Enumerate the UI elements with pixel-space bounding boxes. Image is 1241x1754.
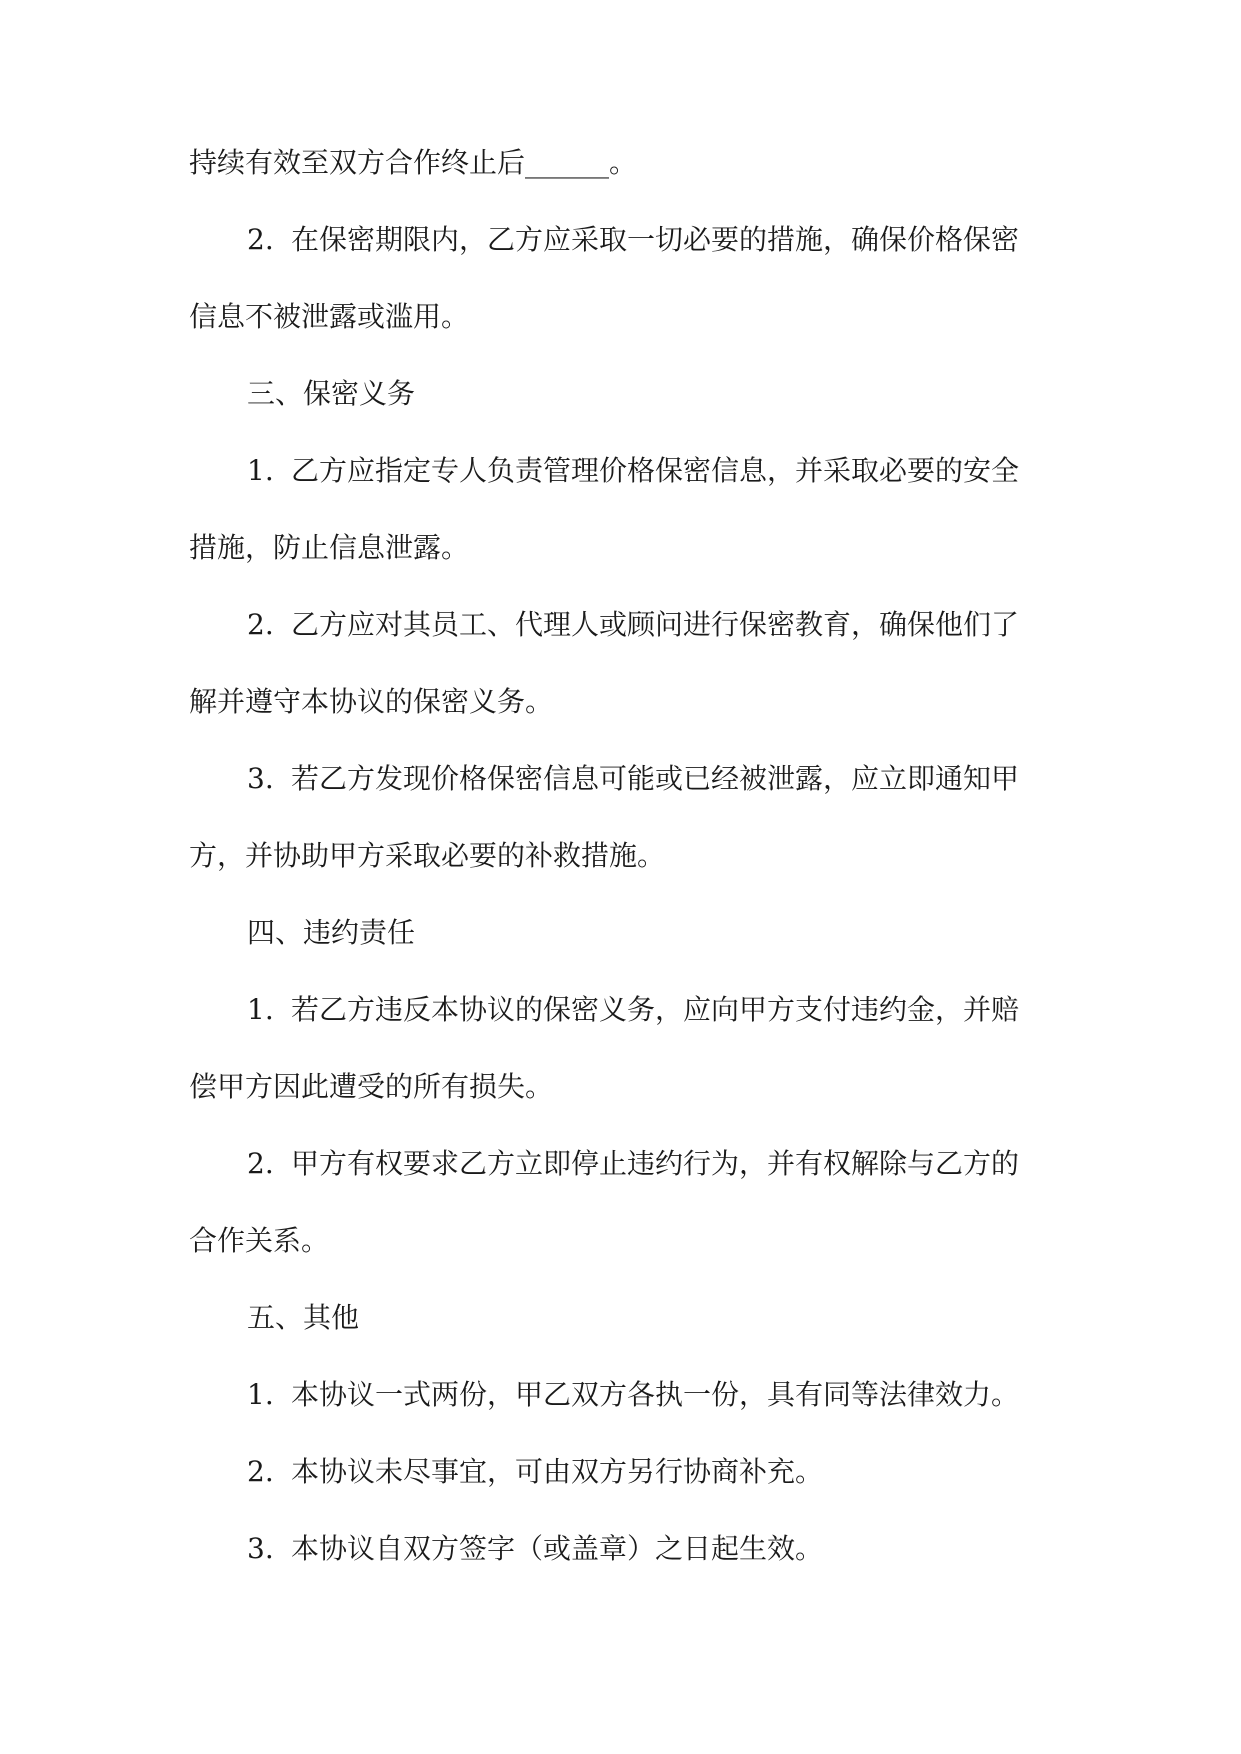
list-number: 3. [247, 1532, 274, 1565]
document-line [189, 990, 1049, 1067]
line-text: 若乙方违反本协议的保密义务，应向甲方支付违约金，并赔 [291, 993, 1020, 1026]
document-line [189, 605, 1049, 682]
line-text: 偿甲方因此遭受的所有损失。 [189, 1070, 554, 1103]
line-text: 若乙方发现价格保密信息可能或已经被泄露，应立即通知甲 [291, 762, 1020, 795]
document-line [189, 1375, 1049, 1452]
document-line [189, 759, 1049, 836]
list-number: 2. [247, 223, 274, 256]
document-line [189, 1144, 1049, 1221]
document-line [189, 528, 1049, 605]
document-line [189, 836, 1049, 913]
line-text: 乙方应指定专人负责管理价格保密信息，并采取必要的安全 [291, 454, 1020, 487]
line-text: 措施，防止信息泄露。 [189, 531, 470, 564]
document-line [189, 1529, 1049, 1606]
line-text: 四、违约责任 [247, 916, 416, 949]
document-line [189, 1221, 1049, 1298]
line-text: 本协议自双方签字（或盖章）之日起生效。 [291, 1532, 824, 1565]
document-line [189, 1452, 1049, 1529]
line-text: 乙方应对其员工、代理人或顾问进行保密教育，确保他们了 [291, 608, 1020, 641]
list-number: 1. [247, 993, 274, 1026]
list-number: 1. [247, 454, 274, 487]
document-line [189, 143, 1049, 220]
line-text: 三、保密义务 [247, 377, 416, 410]
document-line [189, 374, 1049, 451]
line-text: 持续有效至双方合作终止后______。 [189, 146, 638, 179]
list-number: 2. [247, 608, 274, 641]
line-text: 信息不被泄露或滥用。 [189, 300, 470, 333]
line-text: 解并遵守本协议的保密义务。 [189, 685, 554, 718]
document-line [189, 1067, 1049, 1144]
document-line [189, 682, 1049, 759]
line-text: 甲方有权要求乙方立即停止违约行为，并有权解除与乙方的 [291, 1147, 1020, 1180]
document-line [189, 913, 1049, 990]
document-line [189, 297, 1049, 374]
line-text: 五、其他 [247, 1301, 360, 1334]
document-line [189, 451, 1049, 528]
document-body [189, 143, 1049, 1606]
document-line [189, 1298, 1049, 1375]
line-text: 合作关系。 [189, 1224, 330, 1257]
list-number: 3. [247, 762, 274, 795]
list-number: 2. [247, 1455, 274, 1488]
list-number: 1. [247, 1378, 274, 1411]
line-text: 本协议一式两份，甲乙双方各执一份，具有同等法律效力。 [291, 1378, 1020, 1411]
line-text: 方，并协助甲方采取必要的补救措施。 [189, 839, 666, 872]
line-text: 本协议未尽事宜，可由双方另行协商补充。 [291, 1455, 824, 1488]
line-text: 在保密期限内，乙方应采取一切必要的措施，确保价格保密 [291, 223, 1020, 256]
list-number: 2. [247, 1147, 274, 1180]
document-line [189, 220, 1049, 297]
